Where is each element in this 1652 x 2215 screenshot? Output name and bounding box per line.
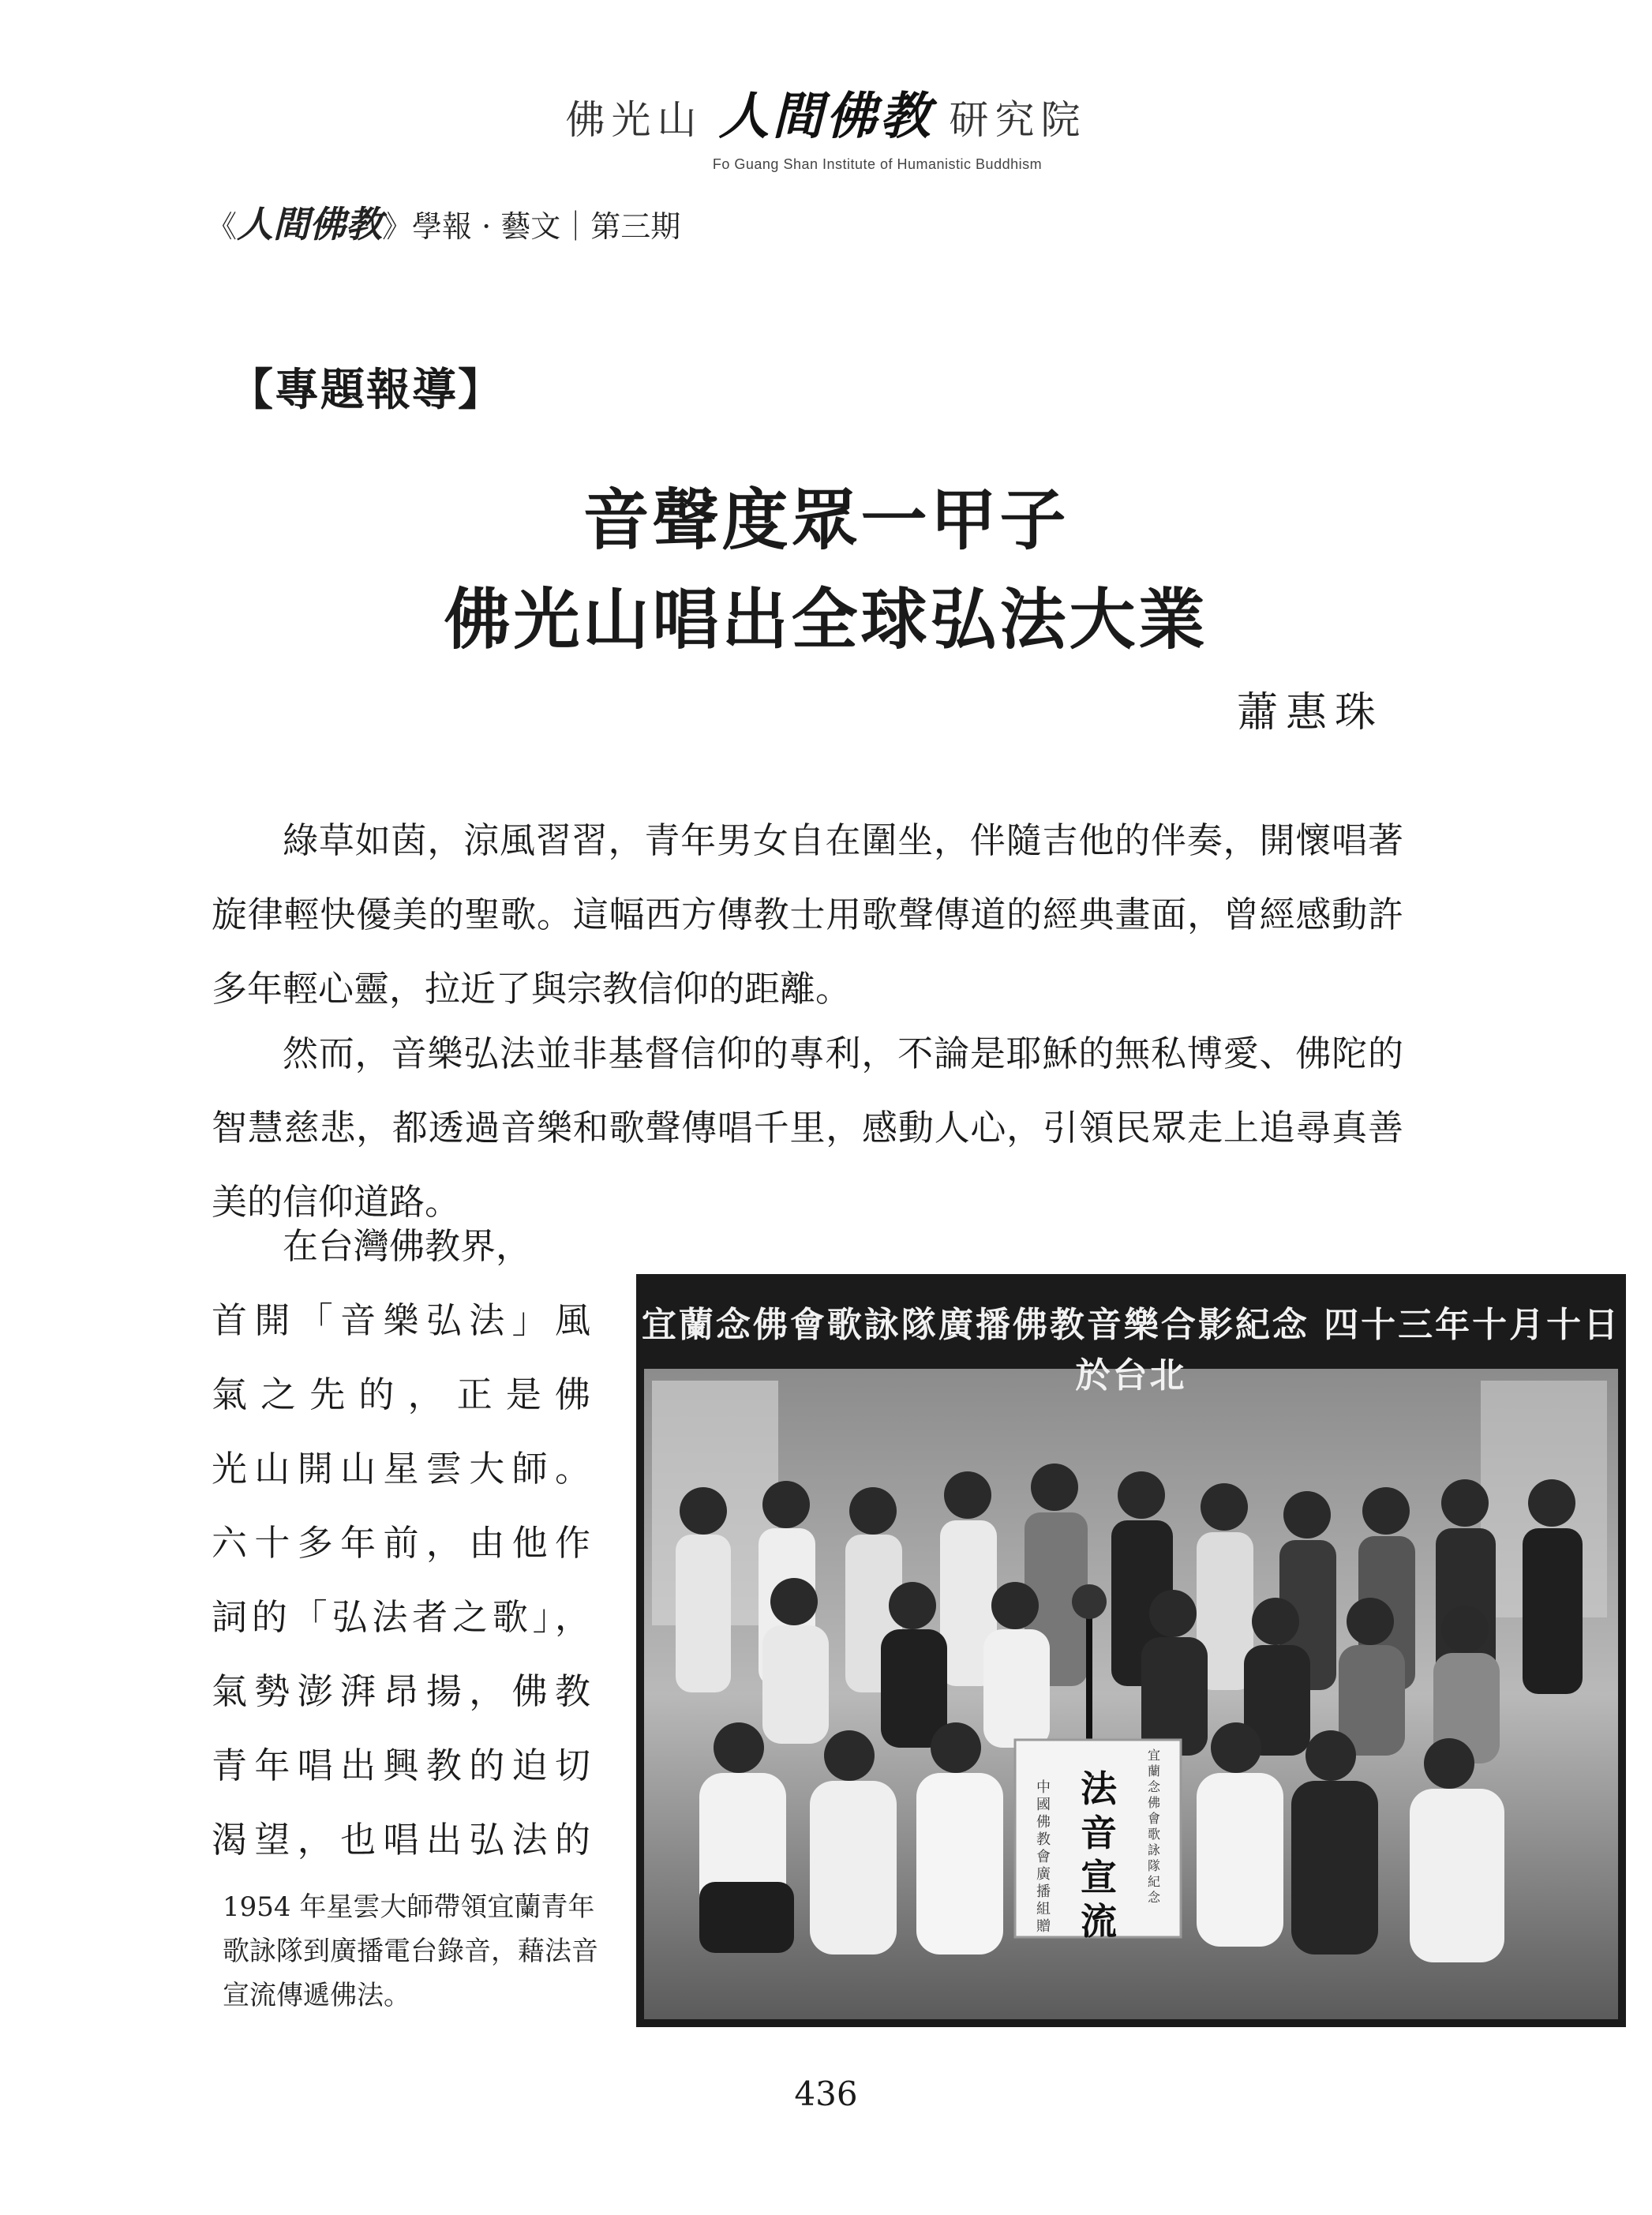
article-title-line-1: 音聲度眾一甲子 [583,481,1069,559]
paragraph-3-line: 在台灣佛教界， [283,1225,532,1267]
paragraph-3-line: 渴望，也唱出弘法的 [212,1819,590,1861]
paragraph-3-line: 光山開山星雲大師。 [212,1448,590,1490]
flag-inscription-right: 宜蘭念佛會歌詠隊紀念 [1147,1748,1160,1905]
paragraph-3-line: 青年唱出興教的迫切 [212,1745,590,1786]
paragraph-3-line: 詞的「弘法者之歌」， [212,1596,590,1638]
paragraph-3-line: 首開「音樂弘法」風 [212,1299,590,1341]
institute-name-english: Fo Guang Shan Institute of Humanistic Buddhism [712,156,1043,172]
article-author: 蕭惠珠 [1236,689,1384,736]
institute-brand-logotype: 人間佛教 [718,87,934,146]
section-label: 【專題報導】 [229,364,504,416]
group-photo [636,1274,1626,2027]
photo-caption: 1954 年星雲大師帶領宜蘭青年歌詠隊到廣播電台錄音，藉法音宣流傳遞佛法。 [223,1891,598,2011]
institute-name-right: 研究院 [949,97,1087,143]
institute-header [0,76,1652,173]
photo-banner-text: 宜蘭念佛會歌詠隊廣播佛教音樂合影紀念 四十三年十月十日於台北 [641,1305,1621,1396]
paragraph-1 [212,804,1403,1026]
institute-name [0,76,1652,148]
journal-brand-logotype: 人間佛教 [237,203,383,245]
paragraph-3-column [212,1209,590,1877]
article-title-line-2: 佛光山唱出全球弘法大業 [444,580,1208,658]
flag-inscription-left: 中國佛教會廣播組贈 [1036,1779,1051,1935]
journal-running-head [207,196,680,248]
institute-name-left: 佛光山 [565,97,703,143]
paragraph-3-line: 氣之先的，正是佛 [212,1374,590,1415]
paragraph-2 [212,1017,1403,1239]
paragraph-2-text: 然而，音樂弘法並非基督信仰的專利，不論是耶穌的無私博愛、佛陀的智慧慈悲，都透過音樂和歌聲傳唱千里，感動人心，引領民眾走上追尋真善美的信仰道路。 [212,1033,1403,1223]
paragraph-3-line: 氣勢澎湃昂揚，佛教 [212,1670,590,1712]
page-number: 436 [794,2074,858,2113]
paragraph-1-text: 綠草如茵，涼風習習，青年男女自在圍坐，伴隨吉他的伴奏，開懷唱著旋律輕快優美的聖歌。這幅西方傳教士用歌聲傳道的經典畫面，曾經感動許多年輕心靈，拉近了與宗教信仰的距離。 [212,819,1403,1010]
journal-issue-info: 》學報 · 藝文｜第三期 [382,209,681,244]
journal-bracket-open: 《 [207,209,238,244]
flag-title: 法音宣流 [1081,1767,1117,1943]
paragraph-3-line: 六十多年前，由他作 [212,1522,590,1564]
